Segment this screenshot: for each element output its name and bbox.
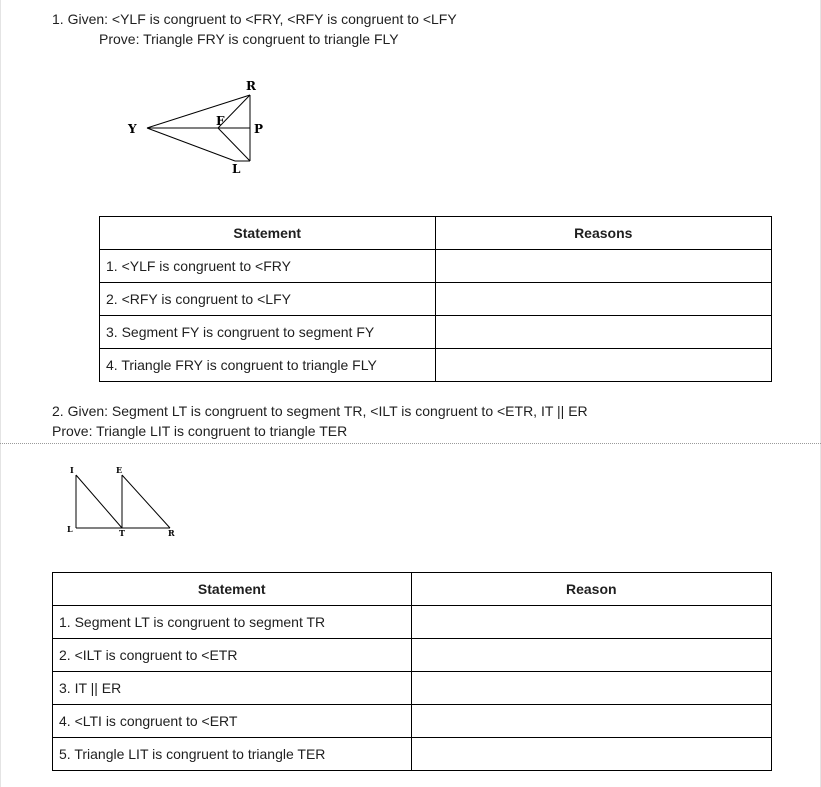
table-header-row [100,217,772,250]
reason-cell[interactable] [435,283,772,316]
segment-it [76,475,122,528]
table-row [53,639,772,672]
label-l: L [232,162,241,176]
proof-table-2 [52,572,772,771]
statement-cell: 1. <YLF is congruent to <FRY [100,250,436,283]
statement-cell: 2. <ILT is congruent to <ETR [53,639,412,672]
label-e: E [116,465,123,475]
problem2-prove: Prove: Triangle LIT is congruent to triangle TER [52,423,348,439]
reason-cell[interactable] [411,606,771,639]
reason-cell[interactable] [435,250,772,283]
table-row [53,606,772,639]
reason-cell[interactable] [411,705,771,738]
problem1-given: 1. Given: <YLF is congruent to <FRY, <RFY is congruent to <LFY [52,11,457,27]
label-y: Y [128,122,137,136]
header-statement: Statement [53,573,412,606]
statement-cell: 5. Triangle LIT is congruent to triangle TER [53,738,412,771]
page-left-edge [0,0,1,787]
table-row [100,316,772,349]
reason-cell[interactable] [411,672,771,705]
proof-table-1 [99,216,772,382]
reason-cell[interactable] [411,639,771,672]
table-row [100,349,772,382]
statement-cell: 1. Segment LT is congruent to segment TR [53,606,412,639]
statement-cell: 4. <LTI is congruent to <ERT [53,705,412,738]
statement-cell: 3. Segment FY is congruent to segment FY [100,316,436,349]
header-reasons: Reasons [435,217,772,250]
segment-yl [147,128,235,161]
page-break-divider [0,443,821,444]
label-f: F [216,114,225,128]
header-statement: Statement [100,217,436,250]
statement-cell: 2. <RFY is congruent to <LFY [100,283,436,316]
table-row [53,705,772,738]
reason-cell[interactable] [435,349,772,382]
label-r2: R [168,528,175,538]
figure-kite-fry-fly [120,76,280,180]
statement-cell: 3. IT || ER [53,672,412,705]
table-row [53,672,772,705]
statement-cell: 4. Triangle FRY is congruent to triangle FLY [100,349,436,382]
label-l2: L [67,524,73,534]
problem2-given: 2. Given: Segment LT is congruent to segment TR, <ILT is congruent to <ETR, IT || ER [52,403,588,419]
header-reason: Reason [411,573,771,606]
table-row [100,283,772,316]
label-p: P [254,122,264,136]
segment-er [122,475,170,528]
label-t: T [119,528,125,538]
table-row [53,738,772,771]
label-i: I [70,465,74,475]
table-row [100,250,772,283]
figure-triangles-lit-ter [60,460,190,542]
reason-cell[interactable] [411,738,771,771]
label-r: R [246,79,256,93]
problem1-prove: Prove: Triangle FRY is congruent to triangle FLY [99,31,399,47]
table-header-row [53,573,772,606]
reason-cell[interactable] [435,316,772,349]
